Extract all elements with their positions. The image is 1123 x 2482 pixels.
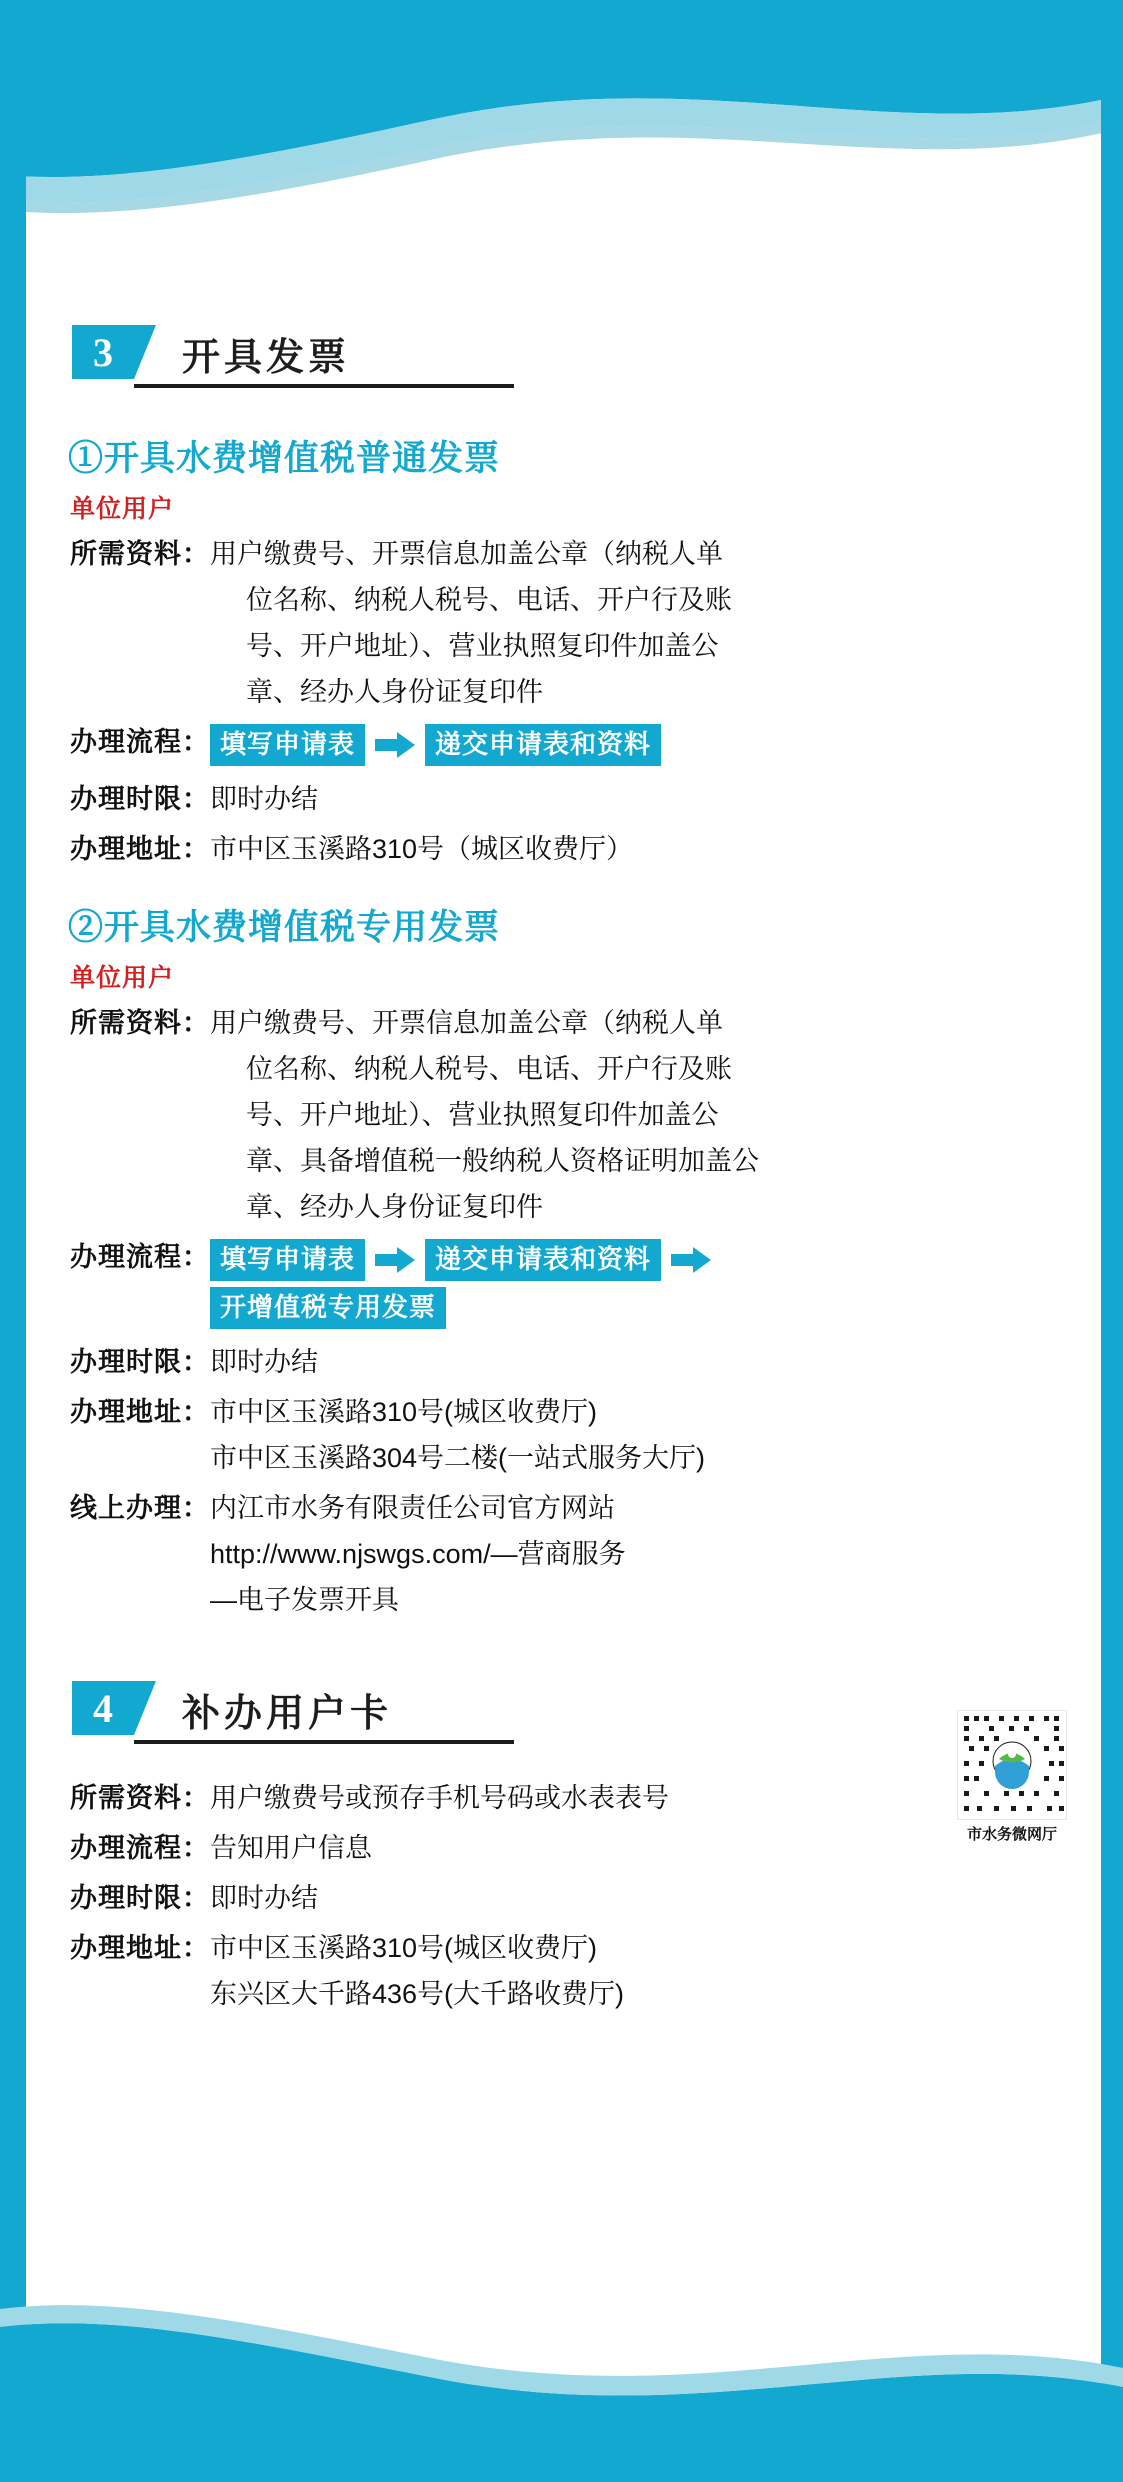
- field-materials-1: [70, 531, 1123, 715]
- materials-line: 位名称、纳税人税号、电话、开户行及账: [246, 1054, 732, 1084]
- field-value: [210, 1925, 624, 2017]
- field-address-2: [70, 1389, 1123, 1481]
- field-time-2: [70, 1339, 1123, 1385]
- section-number-badge: 3: [72, 325, 134, 379]
- field-label: 办理地址：: [70, 834, 210, 864]
- field-process-1: [70, 719, 1123, 772]
- field-address-1: [70, 826, 1123, 872]
- user-type-label-2: 单位用户: [70, 964, 175, 992]
- field-address-4: [70, 1925, 1123, 2017]
- field-process-2: [70, 1234, 1123, 1335]
- section-underline: [134, 1740, 514, 1744]
- field-value: 即时办结: [210, 1347, 318, 1377]
- process-flow: [210, 1234, 900, 1335]
- address-line: 市中区玉溪路310号(城区收费厅): [210, 1933, 598, 1963]
- section-badge-tail: [134, 325, 156, 379]
- field-value: 即时办结: [210, 1883, 318, 1913]
- field-value: [210, 1485, 626, 1623]
- materials-line: 号、开户地址）、营业执照复印件加盖公: [246, 1100, 719, 1130]
- field-label: 办理地址：: [70, 1397, 210, 1427]
- field-label: 办理时限：: [70, 1883, 210, 1913]
- field-label: 办理时限：: [70, 1347, 210, 1377]
- field-value: [210, 531, 732, 715]
- materials-line: 章、具备增值税一般纳税人资格证明加盖公: [246, 1146, 759, 1176]
- field-time-4: [70, 1875, 1123, 1921]
- field-label: 所需资料：: [70, 539, 210, 569]
- materials-line: 用户缴费号、开票信息加盖公章（纳税人单: [210, 539, 723, 569]
- section-header-3: [72, 325, 1123, 379]
- field-value: 即时办结: [210, 784, 318, 814]
- field-materials-2: [70, 1000, 1123, 1230]
- field-label: 办理流程：: [70, 1833, 210, 1863]
- arrow-right-icon: [375, 1247, 415, 1273]
- qr-code-icon[interactable]: [957, 1710, 1067, 1820]
- field-value: 市中区玉溪路310号（城区收费厅）: [210, 834, 634, 864]
- section-title: 开具发票: [182, 337, 351, 379]
- field-time-1: [70, 776, 1123, 822]
- online-line: http://www.njswgs.com/—营商服务: [210, 1539, 626, 1569]
- field-value: [210, 1389, 705, 1481]
- process-flow: [210, 719, 661, 772]
- qr-caption: 市水务微网厅: [966, 1826, 1057, 1843]
- section-badge-tail: [134, 1681, 156, 1735]
- section-title: 补办用户卡: [182, 1693, 393, 1735]
- materials-line: 章、经办人身份证复印件: [246, 677, 543, 707]
- field-label: 所需资料：: [70, 1008, 210, 1038]
- field-label: 办理流程：: [70, 1242, 210, 1272]
- materials-line: 用户缴费号、开票信息加盖公章（纳税人单: [210, 1008, 723, 1038]
- process-step-chip: 填写申请表: [210, 724, 365, 766]
- address-line: 东兴区大千路436号(大千路收费厅): [210, 1979, 625, 2009]
- section-number-badge: 4: [72, 1681, 134, 1735]
- online-line: —电子发票开具: [210, 1585, 399, 1615]
- qr-block: [953, 1710, 1071, 1844]
- subsection-heading-2: ②开具水费增值税专用发票: [68, 908, 501, 947]
- process-step-chip: 递交申请表和资料: [425, 1239, 661, 1281]
- user-type-label-1: 单位用户: [70, 495, 175, 523]
- field-online-2: [70, 1485, 1123, 1623]
- materials-line: 位名称、纳税人税号、电话、开户行及账: [246, 585, 732, 615]
- top-decoration: [0, 0, 1123, 270]
- arrow-right-icon: [671, 1247, 711, 1273]
- field-value: 告知用户信息: [210, 1833, 372, 1863]
- materials-line: 号、开户地址）、营业执照复印件加盖公: [246, 631, 719, 661]
- field-value: [210, 1000, 759, 1230]
- address-line: 市中区玉溪路304号二楼(一站式服务大厅): [210, 1443, 706, 1473]
- process-step-chip: 开增值税专用发票: [210, 1287, 446, 1329]
- section-underline: [134, 384, 514, 388]
- bottom-decoration: [0, 2282, 1123, 2482]
- field-value: 用户缴费号或预存手机号码或水表表号: [210, 1783, 669, 1813]
- materials-line: 章、经办人身份证复印件: [246, 1192, 543, 1222]
- arrow-right-icon: [375, 732, 415, 758]
- process-step-chip: 填写申请表: [210, 1239, 365, 1281]
- process-step-chip: 递交申请表和资料: [425, 724, 661, 766]
- online-line: 内江市水务有限责任公司官方网站: [210, 1493, 615, 1523]
- subsection-heading-1: ①开具水费增值税普通发票: [68, 439, 501, 478]
- field-label: 办理流程：: [70, 727, 210, 757]
- field-label: 办理地址：: [70, 1933, 210, 1963]
- address-line: 市中区玉溪路310号(城区收费厅): [210, 1397, 598, 1427]
- field-label: 所需资料：: [70, 1783, 210, 1813]
- field-label: 办理时限：: [70, 784, 210, 814]
- field-label: 线上办理：: [70, 1493, 210, 1523]
